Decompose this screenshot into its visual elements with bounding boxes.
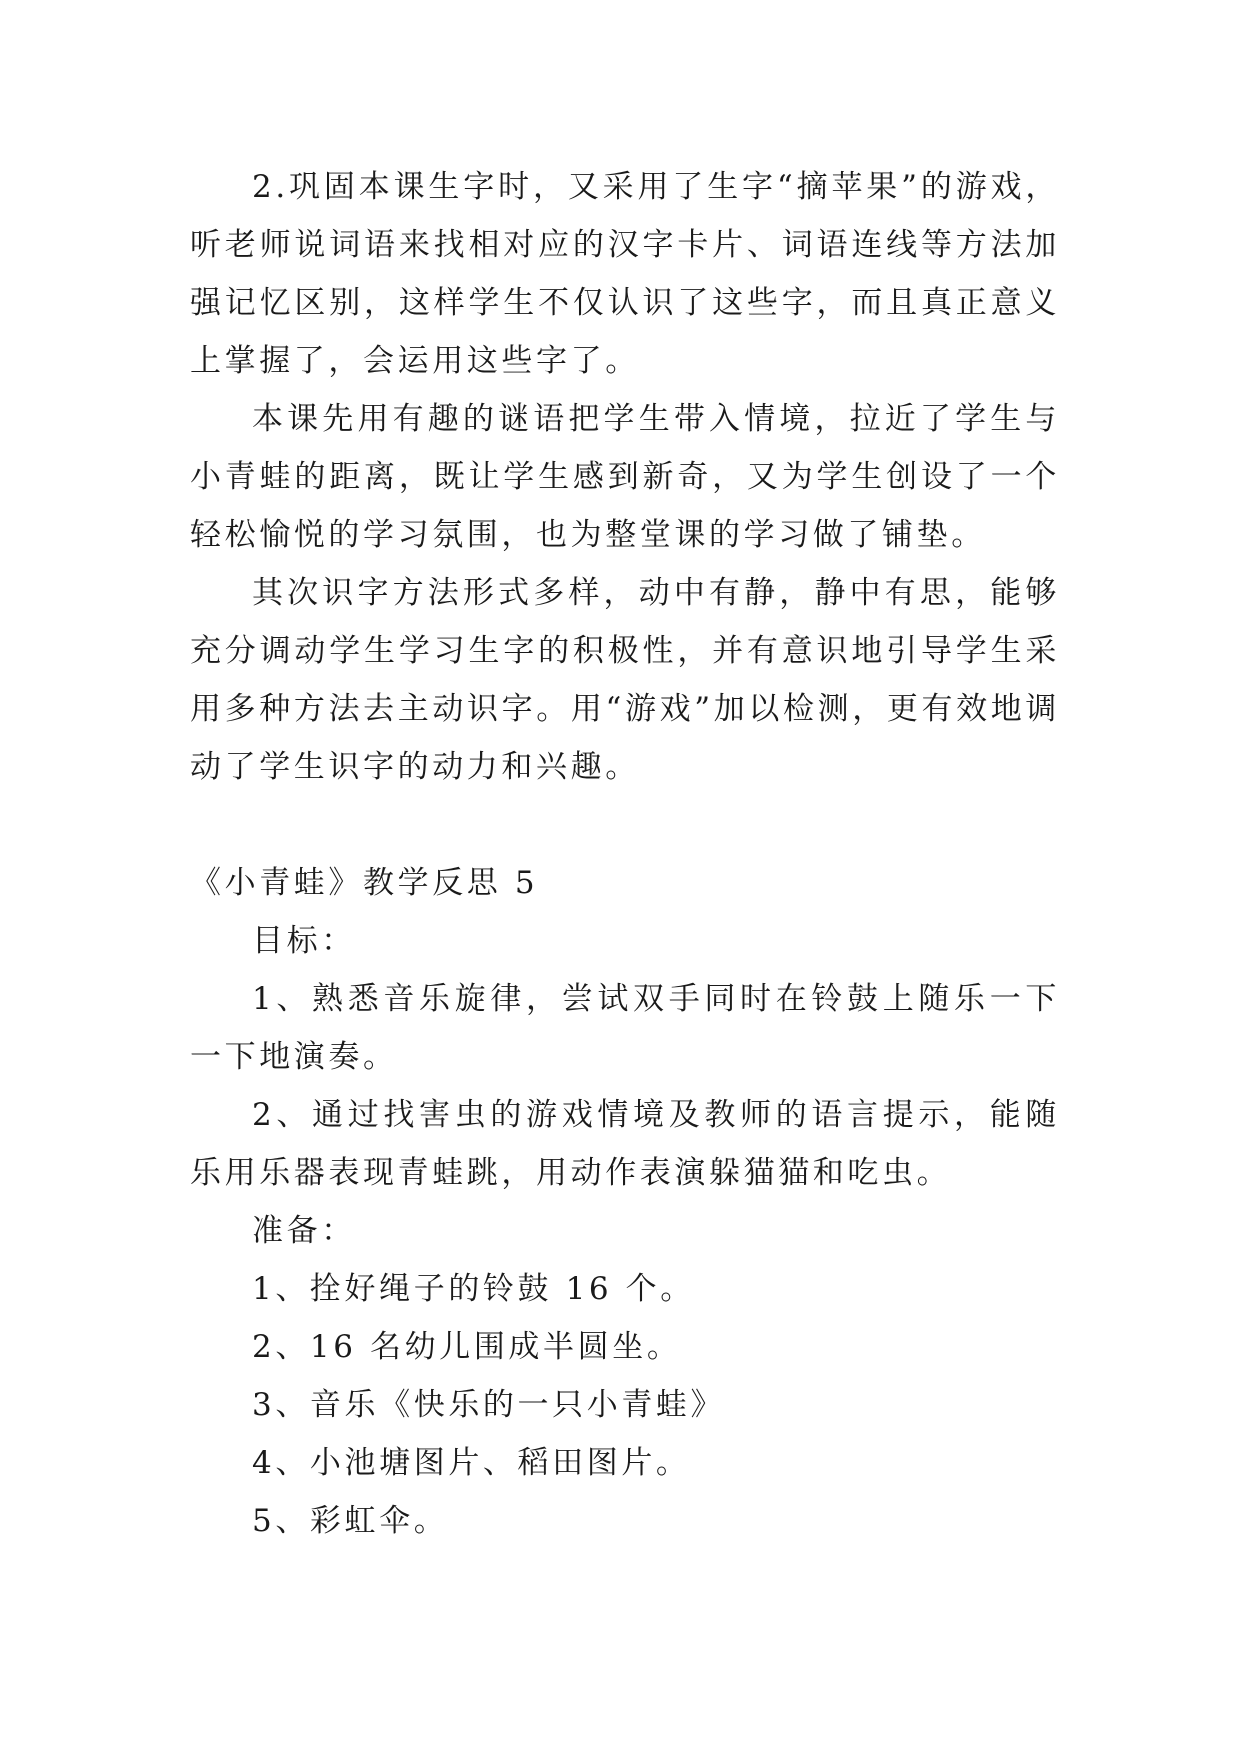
prep-label: 准备： (252, 1213, 356, 1249)
prep-item-3: 3、音乐《快乐的一只小青蛙》 (252, 1387, 726, 1423)
document-body (190, 158, 1060, 1550)
goal-item-1: 1、熟悉音乐旋律，尝试双手同时在铃鼓上随乐一下一下地演奏。 (190, 981, 1060, 1075)
goals-label: 目标： (252, 923, 356, 959)
section-spacer (190, 796, 1060, 854)
section-title: 《小青蛙》教学反思 5 (190, 865, 539, 901)
prep-item-5: 5、彩虹伞。 (252, 1503, 449, 1539)
paragraph-literacy-methods: 其次识字方法形式多样，动中有静，静中有思，能够充分调动学生学习生字的积极性，并有意识地引导学生采用多种方法去主动识字。用“游戏”加以检测，更有效地调动了学生识字的动力和兴趣。 (190, 575, 1060, 785)
prep-item-4: 4、小池塘图片、稻田图片。 (252, 1445, 691, 1481)
prep-item-1: 1、拴好绳子的铃鼓 16 个。 (252, 1271, 695, 1307)
prep-item-2: 2、16 名幼儿围成半圆坐。 (252, 1329, 682, 1365)
goal-item-2: 2、通过找害虫的游戏情境及教师的语言提示，能随乐用乐器表现青蛙跳，用动作表演躲猫猫和吃虫。 (190, 1097, 1060, 1191)
paragraph-review-characters: 2.巩固本课生字时，又采用了生字“摘苹果”的游戏，听老师说词语来找相对应的汉字卡片、词语连线等方法加强记忆区别，这样学生不仅认识了这些字，而且真正意义上掌握了，会运用这些字了。 (190, 169, 1060, 379)
paragraph-riddle-intro: 本课先用有趣的谜语把学生带入情境，拉近了学生与小青蛙的距离，既让学生感到新奇，又为学生创设了一个轻松愉悦的学习氛围，也为整堂课的学习做了铺垫。 (190, 401, 1060, 553)
